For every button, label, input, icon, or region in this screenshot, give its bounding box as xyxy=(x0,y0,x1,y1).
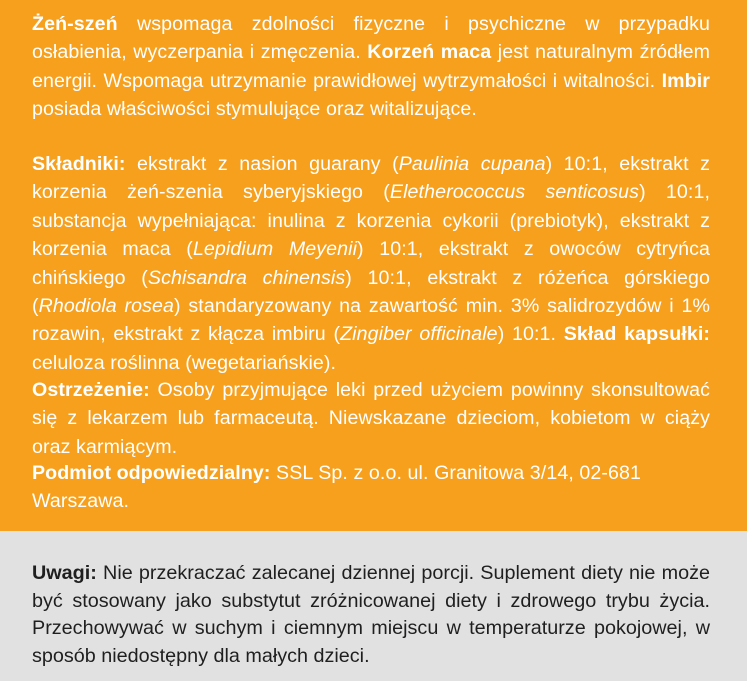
ingredients-text-3: ) 10:1, substancja wypełniająca: inulina z korzenia cykorii (prebiotyk), ekstrakt z korzenia maca ( xyxy=(32,181,710,261)
ingredients-heading: Składniki: xyxy=(32,153,126,175)
responsible-paragraph xyxy=(32,459,710,516)
latin-name-2: Eletherococcus senticosus xyxy=(389,181,640,204)
intro-text-3: posiada właściwości stymulujące oraz witalizujące. xyxy=(32,98,477,121)
responsible-heading: Podmiot odpowiedzialny: xyxy=(32,462,271,484)
warning-text: Osoby przyjmujące leki przed użyciem powinny skonsultować się z lekarzem lub farmaceutą. Niewskazane dzieciom, kobietom w ciąży oraz karmiącym. xyxy=(32,379,710,458)
latin-name-6: Zingiber officinale xyxy=(340,323,498,346)
intro-text-1: wspomaga zdolności fizyczne i psychiczne w przypadku osłabienia, wyczerpania i zmęczenia. xyxy=(32,13,710,64)
capsule-heading: Skład kapsułki: xyxy=(563,323,710,346)
ingredients-text-1: ekstrakt z nasion guarany ( xyxy=(125,153,399,175)
responsible-text: SSL Sp. z o.o. ul. Granitowa 3/14, 02-681 Warszawa. xyxy=(32,462,642,513)
ingredients-text-6: ) standaryzowany na zawartość min. 3% salidrozydów i 1% rozawin, ekstrakt z kłącza imbiru ( xyxy=(32,295,711,346)
latin-name-4: Schisandra chinensis xyxy=(147,266,346,289)
intro-text-2: jest naturalnym źródłem energii. Wspomaga utrzymanie prawidłowej wytrzymałości i witalności. xyxy=(32,41,710,92)
ingredients-text-5: ) 10:1, ekstrakt z różeńca górskiego ( xyxy=(32,266,710,318)
latin-name-1: Paulinia cupana xyxy=(398,153,546,175)
latin-name-5: Rhodiola rosea xyxy=(38,295,175,318)
ingredients-text-2: ) 10:1, ekstrakt z korzenia żeń-szenia syberyjskiego ( xyxy=(32,153,710,204)
warning-paragraph xyxy=(32,376,710,461)
capsule-text: celuloza roślinna (wegetariańskie). xyxy=(32,351,337,374)
notes-heading: Uwagi: xyxy=(32,562,97,584)
notes-text: Nie przekraczać zalecanej dziennej porcji. Suplement diety nie może być stosowany jako substytut zróżnicowanej diety i zdrowego trybu życia. Przechowywać w suchym i ciemnym miejscu w temperaturze pokojowej, w sposób niedostępny dla małych dzieci. xyxy=(32,562,710,667)
ginger-heading: Imbir xyxy=(661,69,710,92)
ginseng-heading: Żeń-szeń xyxy=(32,13,118,35)
latin-name-3: Lepidium Meyenii xyxy=(192,238,358,261)
warning-heading: Ostrzeżenie: xyxy=(32,379,150,401)
maca-heading: Korzeń maca xyxy=(367,41,492,64)
intro-paragraph xyxy=(32,10,710,124)
notes-paragraph xyxy=(32,560,710,670)
ingredients-text-7: ) 10:1. xyxy=(497,323,564,346)
ingredients-paragraph xyxy=(32,150,710,377)
ingredients-text-4: ) 10:1, ekstrakt z owoców cytryńca chińskiego ( xyxy=(32,238,711,289)
